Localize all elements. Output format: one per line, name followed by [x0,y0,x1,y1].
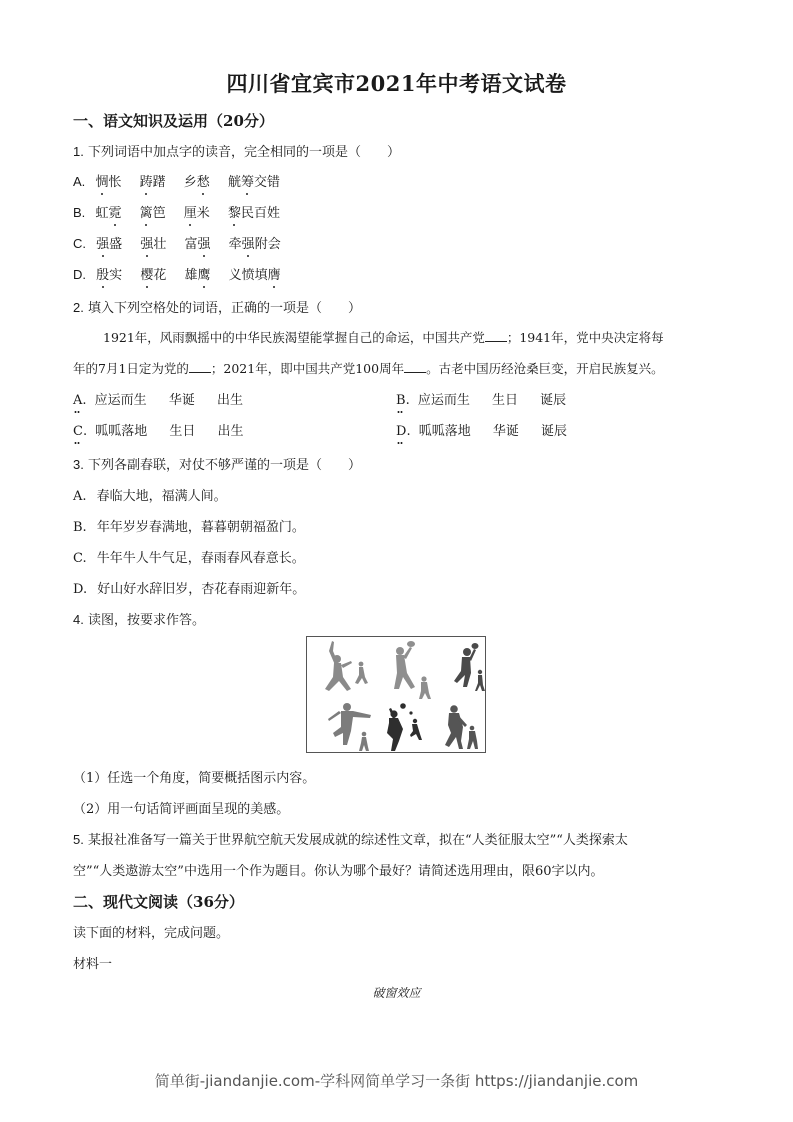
reading-instruction: 读下面的材料，完成问题。 [73,926,230,941]
option-word: 厘米 [184,202,210,221]
question-2-stem [73,297,361,316]
q2-option-a: A. 应运而生 华诞 出生 [73,393,243,408]
q2-passage-line-1: 1921年，风雨飘摇中的中华民族渴望能掌握自己的命运，中国共产党 ；1941年，党中央决定将每 [103,330,664,345]
q1-option-a [73,171,280,190]
q2-passage-line-2: 年的7月1日定为党的 ；2021年，即中国共产党100周年 。古老中国历经沧桑巨变，开启民族复兴。 [73,361,664,376]
question-number: 5. [73,832,84,847]
q3-option-c: C. 牛年牛人牛气足，春雨春风春意长。 [73,551,305,566]
option-word: 樱花 [140,264,166,283]
option-word: 雄鹰 [184,264,210,283]
fill-blank-2 [189,360,211,373]
material-title: 破窗效应 [372,986,421,1000]
question-text: 下列各副春联，对仗不够严谨的一项是（ ） [87,458,361,473]
option-label: B. [73,205,86,220]
option-word: 殷实 [96,264,122,283]
option-word: 虹霓 [95,202,121,221]
q2-option-c: C. 呱呱落地 生日 出生 [73,424,244,439]
q4-subquestion-2: （2）用一句话简评画面呈现的美感。 [73,802,290,817]
option-word: 黎民百姓 [228,202,280,221]
document-title: 四川省宜宾市2021年中考语文试卷 [226,71,567,96]
q3-option-d: D. 好山好水辞旧岁，杏花春雨迎新年。 [73,582,306,597]
option-word: 强壮 [140,233,166,252]
fill-blank-1 [485,329,507,342]
option-label: B [396,393,406,408]
footer-watermark: 简单街-jiandanjie.com-学科网简单学习一条街 https://jiandanjie.com [154,1072,639,1090]
section-heading-1: 一、语文知识及运用（20分） [73,112,274,130]
option-label: A [73,393,83,408]
question-1-stem [73,141,400,160]
section-heading-2: 二、现代文阅读（36分） [73,893,244,911]
question-5-line-1: 5. 某报社准备写一篇关于世界航空航天发展成就的综述性文章，拟在“人类征服太空”“人类探索太 [73,832,628,848]
sports-silhouettes-figure [306,636,486,753]
q4-subquestion-1: （1）任选一个角度，简要概括图示内容。 [73,771,316,786]
q2-option-d: D. 呱呱落地 华诞 诞辰 [396,424,568,439]
q3-option-b: B. 年年岁岁春满地，暮暮朝朝福盈门。 [73,520,305,535]
option-label: C. [73,236,86,251]
question-5-line-2: 空”“人类遨游太空”中选用一个作为题目。你认为哪个最好？请简述选用理由，限60字以内。 [73,864,604,879]
option-label: C [73,424,83,439]
question-number: 3. [73,457,84,472]
option-label: D [396,424,407,439]
option-word: 乡愁 [184,171,210,190]
option-word: 踌躇 [140,171,166,190]
q3-option-a: A. 春临大地，福满人间。 [73,489,227,504]
silhouettes-image [307,637,485,752]
option-label: D. [73,267,86,282]
material-label: 材料一 [73,957,113,972]
option-word: 强盛 [96,233,122,252]
fill-blank-3 [404,360,426,373]
question-number: 1. [73,144,84,159]
option-word: 义愤填膺 [229,264,281,283]
q1-option-d [73,264,281,283]
question-3-stem [73,454,361,473]
option-word: 富强 [184,233,210,252]
question-4-stem [73,609,205,628]
option-word: 篱笆 [140,202,166,221]
question-text: 填入下列空格处的词语，正确的一项是（ ） [87,301,361,316]
option-word: 觥筹交错 [228,171,280,190]
q1-option-b [73,202,280,221]
option-word: 惆怅 [95,171,121,190]
option-label: A. [73,174,86,189]
question-text: 读图，按要求作答。 [87,613,205,628]
question-number: 2. [73,300,84,315]
q2-option-b: B. 应运而生 生日 诞辰 [396,393,567,408]
option-word: 牵强附会 [229,233,281,252]
question-number: 4. [73,612,84,627]
question-text: 下列词语中加点字的读音，完全相同的一项是（ ） [87,145,400,160]
q1-option-c [73,233,281,252]
